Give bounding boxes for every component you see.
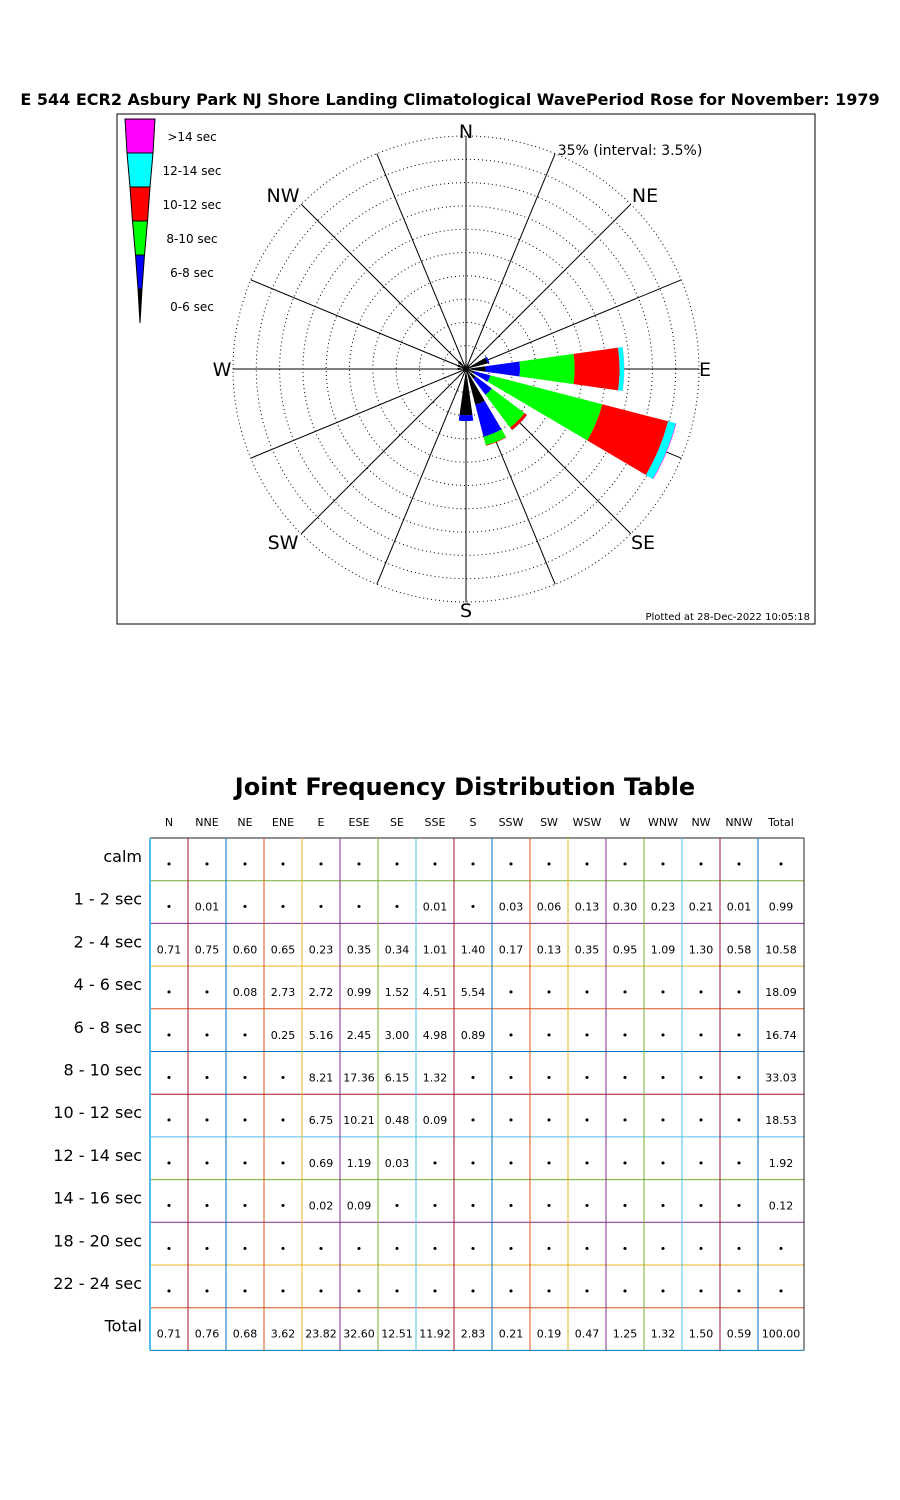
table-cell: • [583, 986, 591, 1000]
row-label: 10 - 12 sec [53, 1103, 142, 1123]
table-cell: • [241, 1199, 249, 1213]
table-cell: • [469, 1114, 477, 1128]
table-cell: 0.01 [194, 900, 220, 914]
table-cell: 3.62 [270, 1327, 296, 1341]
table-cell: 6.75 [308, 1114, 334, 1128]
table-cell: • [621, 1028, 629, 1042]
table-cell: 0.99 [346, 986, 372, 1000]
table-cell: 0.71 [156, 1327, 182, 1341]
table-cell: • [545, 1242, 553, 1256]
table-cell: • [507, 1156, 515, 1170]
table-cell: • [507, 1242, 515, 1256]
table-cell: 1.32 [650, 1327, 676, 1341]
table-cell: 0.71 [156, 943, 182, 957]
legend-label: >14 sec [167, 130, 217, 144]
radial-gridline [377, 154, 466, 369]
table-cell: 1.40 [460, 943, 486, 957]
compass-label-se: SE [630, 532, 656, 554]
table-cell: • [697, 1285, 705, 1298]
table-cell: 0.01 [422, 900, 448, 914]
legend-label: 8-10 sec [166, 232, 218, 246]
table-cell: • [697, 1199, 705, 1213]
table-cell: • [241, 1114, 249, 1128]
table-cell: 17.36 [343, 1071, 375, 1085]
table-cell: • [279, 1242, 287, 1256]
table-cell: • [203, 1071, 211, 1085]
table-cell: • [545, 1114, 553, 1128]
table-cell: 10.58 [765, 943, 797, 957]
table-cell: • [355, 858, 363, 871]
table-cell: • [279, 1071, 287, 1085]
table-cell: 16.74 [765, 1028, 797, 1042]
plot-timestamp: Plotted at 28-Dec-2022 10:05:18 [645, 612, 810, 623]
table-cell: • [659, 1199, 667, 1213]
table-cell: • [545, 1028, 553, 1042]
table-cell: • [735, 1028, 743, 1042]
table-cell: • [545, 1285, 553, 1298]
table-cell: • [735, 1285, 743, 1298]
row-label: 18 - 20 sec [53, 1231, 142, 1251]
table-cell: • [317, 900, 325, 914]
table-cell: 0.99 [768, 900, 794, 914]
table-cell: 0.13 [574, 900, 600, 914]
table-cell: • [697, 858, 705, 871]
table-cell: 3.00 [384, 1028, 410, 1042]
column-header: Total [768, 816, 794, 829]
table-cell: 8.21 [308, 1071, 334, 1085]
table-cell: • [241, 858, 249, 871]
table-cell: • [621, 1242, 629, 1256]
table-cell: • [469, 1285, 477, 1298]
table-cell: • [621, 1071, 629, 1085]
radial-gridline [251, 369, 466, 458]
table-cell: • [203, 1242, 211, 1256]
table-cell: 32.60 [343, 1327, 375, 1341]
table-cell: 1.50 [688, 1327, 714, 1341]
table-cell: • [279, 858, 287, 871]
table-cell: • [317, 858, 325, 871]
table-cell: • [279, 1156, 287, 1170]
table-cell: • [697, 1242, 705, 1256]
column-header: N [164, 816, 174, 829]
table-cell: • [431, 1285, 439, 1298]
table-cell: • [317, 1285, 325, 1298]
legend-swatch [138, 289, 142, 323]
column-header: ESE [348, 816, 370, 829]
table-cell: • [241, 1156, 249, 1170]
table-cell: • [507, 1028, 515, 1042]
row-label: 14 - 16 sec [53, 1188, 142, 1208]
table-cell: • [165, 1114, 173, 1128]
table-title: Joint Frequency Distribution Table [234, 773, 696, 801]
table-cell: • [241, 900, 249, 914]
radial-gridline [301, 204, 466, 369]
table-cell: 0.21 [498, 1327, 524, 1341]
table-cell: • [241, 1285, 249, 1298]
table-cell: 0.68 [232, 1327, 258, 1341]
ring-scale-label: 35% (interval: 3.5%) [557, 143, 703, 159]
table-cell: • [735, 858, 743, 871]
legend-swatch [130, 187, 150, 221]
radial-gridline [466, 204, 631, 369]
table-cell: 0.89 [460, 1028, 486, 1042]
compass-label-n: N [458, 121, 474, 143]
column-header: SW [540, 816, 558, 829]
table-cell: • [317, 1242, 325, 1256]
table-cell: • [621, 1285, 629, 1298]
table-cell: 0.34 [384, 943, 410, 957]
legend-swatch [136, 255, 145, 289]
rose-title: E 544 ECR2 Asbury Park NJ Shore Landing Climatological WavePeriod Rose for November: 1979 [20, 90, 880, 109]
table-cell: 2.73 [270, 986, 296, 1000]
table-cell: • [659, 986, 667, 1000]
table-cell: • [469, 1199, 477, 1213]
table-cell: 6.15 [384, 1071, 410, 1085]
column-header: ENE [271, 816, 295, 829]
table-cell: 23.82 [305, 1327, 337, 1341]
row-label: 8 - 10 sec [63, 1060, 142, 1080]
column-header: NNW [725, 816, 753, 829]
table-cell: • [621, 986, 629, 1000]
table-cell: • [735, 1156, 743, 1170]
table-cell: • [507, 1114, 515, 1128]
column-header: NE [237, 816, 253, 829]
table-cell: 2.72 [308, 986, 334, 1000]
table-cell: • [697, 1071, 705, 1085]
radial-gridline [301, 369, 466, 534]
column-header: NNE [195, 816, 219, 829]
table-cell: • [697, 1028, 705, 1042]
table-cell: • [355, 1242, 363, 1256]
table-cell: • [583, 1114, 591, 1128]
table-cell: 0.59 [726, 1327, 752, 1341]
table-cell: • [165, 1071, 173, 1085]
table-cell: • [165, 1199, 173, 1213]
table-cell: • [583, 1199, 591, 1213]
table-cell: 2.45 [346, 1028, 372, 1042]
table-cell: 4.51 [422, 986, 448, 1000]
radial-gridline [466, 154, 555, 369]
table-cell: • [697, 1156, 705, 1170]
table-cell: • [621, 858, 629, 871]
compass-label-e: E [698, 359, 712, 381]
row-label: 1 - 2 sec [73, 889, 142, 909]
table-cell: 18.53 [765, 1114, 797, 1128]
table-cell: 1.32 [422, 1071, 448, 1085]
table-cell: • [659, 1285, 667, 1298]
table-cell: • [279, 900, 287, 914]
table-cell: 100.00 [761, 1327, 801, 1341]
table-cell: 0.23 [650, 900, 676, 914]
table-cell: • [659, 1114, 667, 1128]
table-cell: • [777, 858, 785, 871]
column-header: SE [390, 816, 404, 829]
table-cell: • [659, 1156, 667, 1170]
table-cell: • [545, 858, 553, 871]
column-header: NW [691, 816, 711, 829]
table-cell: • [165, 1285, 173, 1298]
table-cell: • [431, 1156, 439, 1170]
column-header: W [619, 816, 631, 829]
table-cell: 0.69 [308, 1156, 334, 1170]
table-cell: • [469, 1156, 477, 1170]
table-cell: • [203, 1114, 211, 1128]
table-cell: 0.76 [194, 1327, 220, 1341]
table-cell: • [279, 1285, 287, 1298]
wedge-E-8-10-sec [519, 354, 574, 384]
table-cell: • [165, 858, 173, 871]
table-cell: • [777, 1285, 785, 1298]
table-cell: • [203, 1285, 211, 1298]
table-cell: • [545, 1071, 553, 1085]
table-cell: 18.09 [765, 986, 797, 1000]
table-cell: • [659, 1242, 667, 1256]
table-cell: • [241, 1071, 249, 1085]
column-header: S [469, 816, 477, 829]
table-cell: • [241, 1242, 249, 1256]
table-cell: 0.03 [384, 1156, 410, 1170]
table-cell: • [203, 986, 211, 1000]
table-cell: • [735, 1071, 743, 1085]
table-cell: • [583, 1285, 591, 1298]
table-cell: • [203, 1199, 211, 1213]
table-cell: • [165, 986, 173, 1000]
table-cell: • [507, 1071, 515, 1085]
compass-label-ne: NE [631, 185, 659, 207]
table-cell: • [203, 858, 211, 871]
row-label: 6 - 8 sec [73, 1017, 142, 1037]
table-cell: • [165, 1028, 173, 1042]
table-cell: • [621, 1199, 629, 1213]
table-cell: • [469, 1071, 477, 1085]
table-cell: • [583, 1156, 591, 1170]
legend-swatch [125, 119, 155, 153]
table-cell: • [507, 1199, 515, 1213]
table-cell: 0.23 [308, 943, 334, 957]
table-cell: • [393, 858, 401, 871]
row-label: 12 - 14 sec [53, 1145, 142, 1165]
table-cell: • [659, 1071, 667, 1085]
wedge-E-0-6-sec [466, 366, 486, 371]
legend-swatch [133, 221, 148, 255]
table-cell: 11.92 [419, 1327, 451, 1341]
table-cell: • [431, 1199, 439, 1213]
table-cell: 0.19 [536, 1327, 562, 1341]
table-cell: 0.48 [384, 1114, 410, 1128]
table-cell: 1.52 [384, 986, 410, 1000]
row-label: 2 - 4 sec [73, 932, 142, 952]
table-cell: • [241, 1028, 249, 1042]
row-label: 4 - 6 sec [73, 975, 142, 995]
legend-label: 10-12 sec [162, 198, 222, 212]
table-cell: 0.02 [308, 1199, 334, 1213]
wedge-E-6-8-sec [485, 361, 520, 376]
table-cell: 0.21 [688, 900, 714, 914]
table-cell: • [469, 858, 477, 871]
table-cell: 1.09 [650, 943, 676, 957]
legend-label: 6-8 sec [170, 266, 214, 280]
wedge-E-10-12-sec [574, 348, 620, 391]
table-cell: • [545, 986, 553, 1000]
table-cell: 0.13 [536, 943, 562, 957]
table-cell: 1.25 [612, 1327, 638, 1341]
table-cell: 0.12 [768, 1199, 794, 1213]
row-label: Total [104, 1316, 142, 1336]
table-cell: • [659, 858, 667, 871]
column-header: WSW [572, 816, 602, 829]
table-cell: • [545, 1199, 553, 1213]
table-cell: • [393, 1242, 401, 1256]
table-cell: • [507, 1285, 515, 1298]
table-cell: • [621, 1156, 629, 1170]
column-header: WNW [648, 816, 678, 829]
table-cell: • [165, 900, 173, 914]
table-cell: 33.03 [765, 1071, 797, 1085]
table-cell: 1.19 [346, 1156, 372, 1170]
table-cell: • [697, 986, 705, 1000]
table-cell: 0.09 [422, 1114, 448, 1128]
table-cell: • [583, 1071, 591, 1085]
table-cell: • [697, 1114, 705, 1128]
compass-label-w: W [212, 359, 232, 381]
table-cell: • [735, 1242, 743, 1256]
table-cell: • [431, 858, 439, 871]
table-cell: 0.47 [574, 1327, 600, 1341]
table-cell: 1.01 [422, 943, 448, 957]
column-header: SSW [498, 816, 524, 829]
table-cell: • [203, 1156, 211, 1170]
table-cell: • [735, 986, 743, 1000]
table-cell: • [165, 1242, 173, 1256]
table-cell: 0.95 [612, 943, 638, 957]
table-cell: 12.51 [381, 1327, 413, 1341]
table-cell: • [583, 1028, 591, 1042]
table-cell: 0.35 [346, 943, 372, 957]
table-cell: 4.98 [422, 1028, 448, 1042]
table-cell: 1.92 [768, 1156, 794, 1170]
table-cell: • [507, 986, 515, 1000]
table-cell: 0.01 [726, 900, 752, 914]
table-cell: 2.83 [460, 1327, 486, 1341]
table-cell: 1.30 [688, 943, 714, 957]
table-cell: 5.16 [308, 1028, 334, 1042]
table-cell: 0.08 [232, 986, 258, 1000]
table-cell: 0.06 [536, 900, 562, 914]
table-cell: • [621, 1114, 629, 1128]
table-cell: • [431, 1242, 439, 1256]
table-cell: 0.65 [270, 943, 296, 957]
legend-swatch [127, 153, 153, 187]
radial-gridline [251, 280, 466, 369]
legend-label: 12-14 sec [162, 164, 222, 178]
table-cell: 0.25 [270, 1028, 296, 1042]
table-cell: 0.75 [194, 943, 220, 957]
table-cell: • [393, 1199, 401, 1213]
table-cell: 0.30 [612, 900, 638, 914]
compass-label-nw: NW [266, 185, 300, 207]
table-cell: 10.21 [343, 1114, 375, 1128]
table-cell: 0.03 [498, 900, 524, 914]
compass-label-sw: SW [267, 532, 299, 554]
table-cell: 0.60 [232, 943, 258, 957]
table-cell: • [583, 1242, 591, 1256]
table-cell: 5.54 [460, 986, 486, 1000]
table-cell: 0.58 [726, 943, 752, 957]
table-cell: • [545, 1156, 553, 1170]
column-header: E [317, 816, 325, 829]
table-cell: 0.09 [346, 1199, 372, 1213]
column-header: SSE [424, 816, 446, 829]
table-cell: • [659, 1028, 667, 1042]
row-label: calm [103, 847, 142, 866]
table-cell: • [777, 1242, 785, 1256]
table-cell: • [203, 1028, 211, 1042]
compass-label-s: S [459, 600, 473, 622]
legend-label: 0-6 sec [170, 300, 214, 314]
radial-gridline [377, 369, 466, 584]
table-cell: • [355, 1285, 363, 1298]
table-cell: 0.35 [574, 943, 600, 957]
table-cell: • [507, 858, 515, 871]
table-cell: • [735, 1199, 743, 1213]
table-cell: • [469, 1242, 477, 1256]
table-cell: 0.17 [498, 943, 524, 957]
table-cell: • [279, 1114, 287, 1128]
table-cell: • [355, 900, 363, 914]
table-cell: • [469, 900, 477, 914]
table-cell: • [583, 858, 591, 871]
table-cell: • [393, 900, 401, 914]
table-cell: • [165, 1156, 173, 1170]
wedge-S-6-8-sec [459, 415, 474, 421]
row-label: 22 - 24 sec [53, 1274, 142, 1293]
table-cell: • [279, 1199, 287, 1213]
table-cell: • [735, 1114, 743, 1128]
table-cell: • [393, 1285, 401, 1298]
